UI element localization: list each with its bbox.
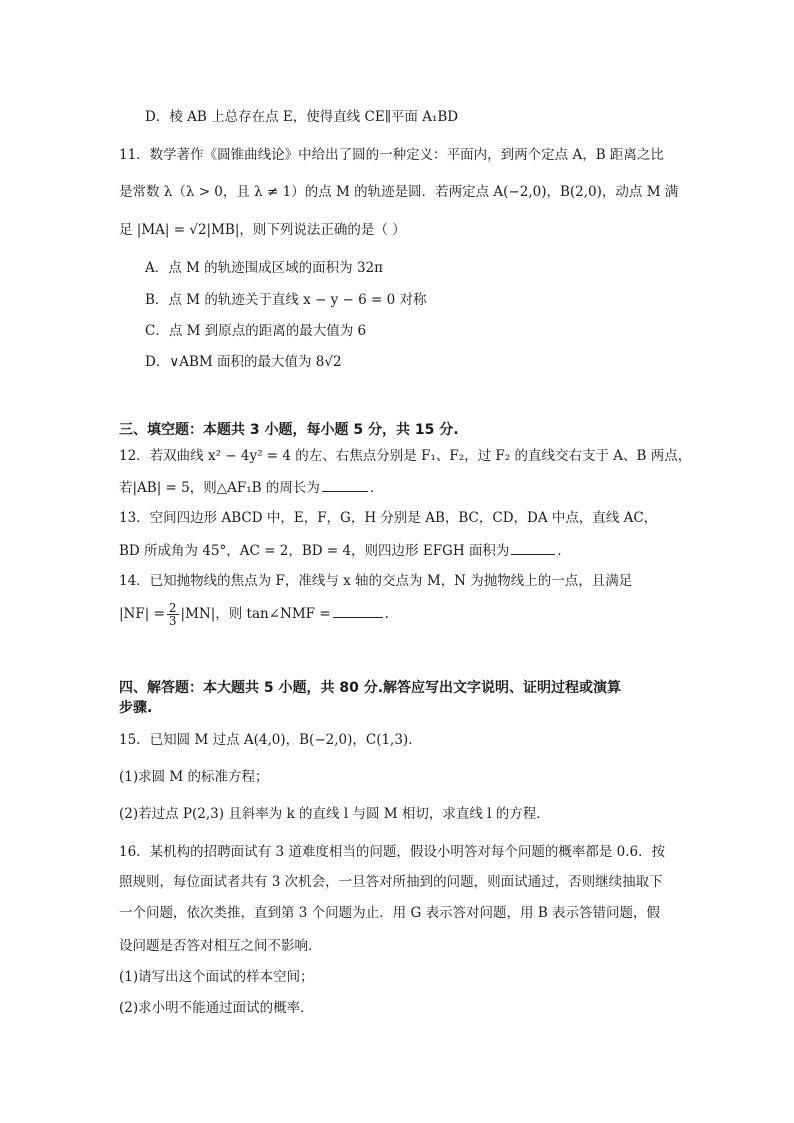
question-14-end: .	[384, 606, 389, 622]
question-16-part-2: (2)求小明不能通过面试的概率．	[119, 1000, 314, 1016]
answer-blank	[322, 477, 368, 492]
question-11-line-3: 足 |MA| = √2|MB|，则下列说法正确的是（ ）	[119, 222, 406, 238]
question-14-text: |NF| =	[119, 606, 165, 622]
question-15-part-1: (1)求圆 M 的标准方程；	[119, 769, 269, 785]
question-14-line-1: 14．已知抛物线的焦点为 F，准线与 x 轴的交点为 M，N 为抛物线上的一点，且满足	[119, 573, 633, 589]
question-16-line-3: 一个问题，依次类推，直到第 3 个问题为止．用 G 表示答对问题，用 B 表示答错问题，假	[119, 905, 661, 921]
question-15-part-2: (2)若过点 P(2,3) 且斜率为 k 的直线 l 与圆 M 相切，求直线 l 的方程．	[119, 806, 550, 822]
question-11-option-c: C．点 M 到原点的距离的最大值为 6	[145, 323, 367, 339]
fraction	[167, 602, 179, 627]
question-12-line-2	[119, 477, 383, 497]
question-11-option-d: D．∨ABM 面积的最大值为 8√2	[145, 354, 342, 370]
question-13-end: ．	[557, 543, 571, 559]
question-13-line-2	[119, 540, 571, 560]
fraction-denominator: 3	[168, 614, 177, 628]
question-12-end: ．	[369, 480, 384, 496]
question-16-line-4: 设问题是否答对相互之间不影响．	[119, 938, 322, 954]
question-16-part-1: (1)请写出这个面试的样本空间；	[119, 969, 314, 985]
question-14-text-2: |MN|，则 tan∠NMF =	[180, 606, 331, 622]
answer-blank	[511, 540, 555, 555]
question-10-option-d: D．棱 AB 上总存在点 E，使得直线 CE∥平面 A₁BD	[145, 109, 459, 125]
question-11-option-a: A．点 M 的轨迹围成区域的面积为 32π	[145, 260, 383, 276]
question-11-line-2: 是常数 λ（λ > 0，且 λ ≠ 1）的点 M 的轨迹是圆．若两定点 A(−2,0)，B(2,0)，动点 M 满	[119, 184, 679, 200]
question-16-line-1: 16．某机构的招聘面试有 3 道难度相当的问题，假设小明答对每个问题的概率都是 0.6．按	[119, 844, 666, 860]
question-13-line-1: 13．空间四边形 ABCD 中，E，F，G，H 分别是 AB，BC，CD，DA 中点，直线 AC，	[119, 510, 658, 526]
question-13-text: BD 所成角为 45°，AC = 2，BD = 4，则四边形 EFGH 面积为	[119, 543, 510, 559]
question-11-option-b: B．点 M 的轨迹关于直线 x − y − 6 = 0 对称	[145, 292, 427, 308]
question-16-line-2: 照规则，每位面试者共有 3 次机会，一旦答对所抽到的问题，则面试通过，否则继续抽取下	[119, 874, 663, 890]
question-12-text: 若|AB| = 5，则△AF₁B 的周长为	[119, 480, 320, 496]
section-3-heading: 三、填空题：本题共 3 小题，每小题 5 分，共 15 分.	[119, 422, 459, 438]
section-4-heading: 四、解答题：本大题共 5 小题，共 80 分.解答应写出文字说明、证明过程或演算	[119, 680, 622, 696]
section-4-heading-cont: 步骤.	[119, 700, 153, 716]
question-15-line-1: 15．已知圆 M 过点 A(4,0)，B(−2,0)，C(1,3)．	[119, 732, 422, 748]
question-11-line-1: 11．数学著作《圆锥曲线论》中给出了圆的一种定义：平面内，到两个定点 A，B 距离之比	[119, 147, 664, 163]
question-12-line-1: 12．若双曲线 x² − 4y² = 4 的左、右焦点分别是 F₁、F₂，过 F₂ 的直线交右支于 A、B 两点，	[119, 448, 692, 464]
answer-blank	[333, 603, 383, 618]
fraction-numerator: 2	[168, 601, 177, 615]
question-14-line-2	[119, 602, 389, 627]
